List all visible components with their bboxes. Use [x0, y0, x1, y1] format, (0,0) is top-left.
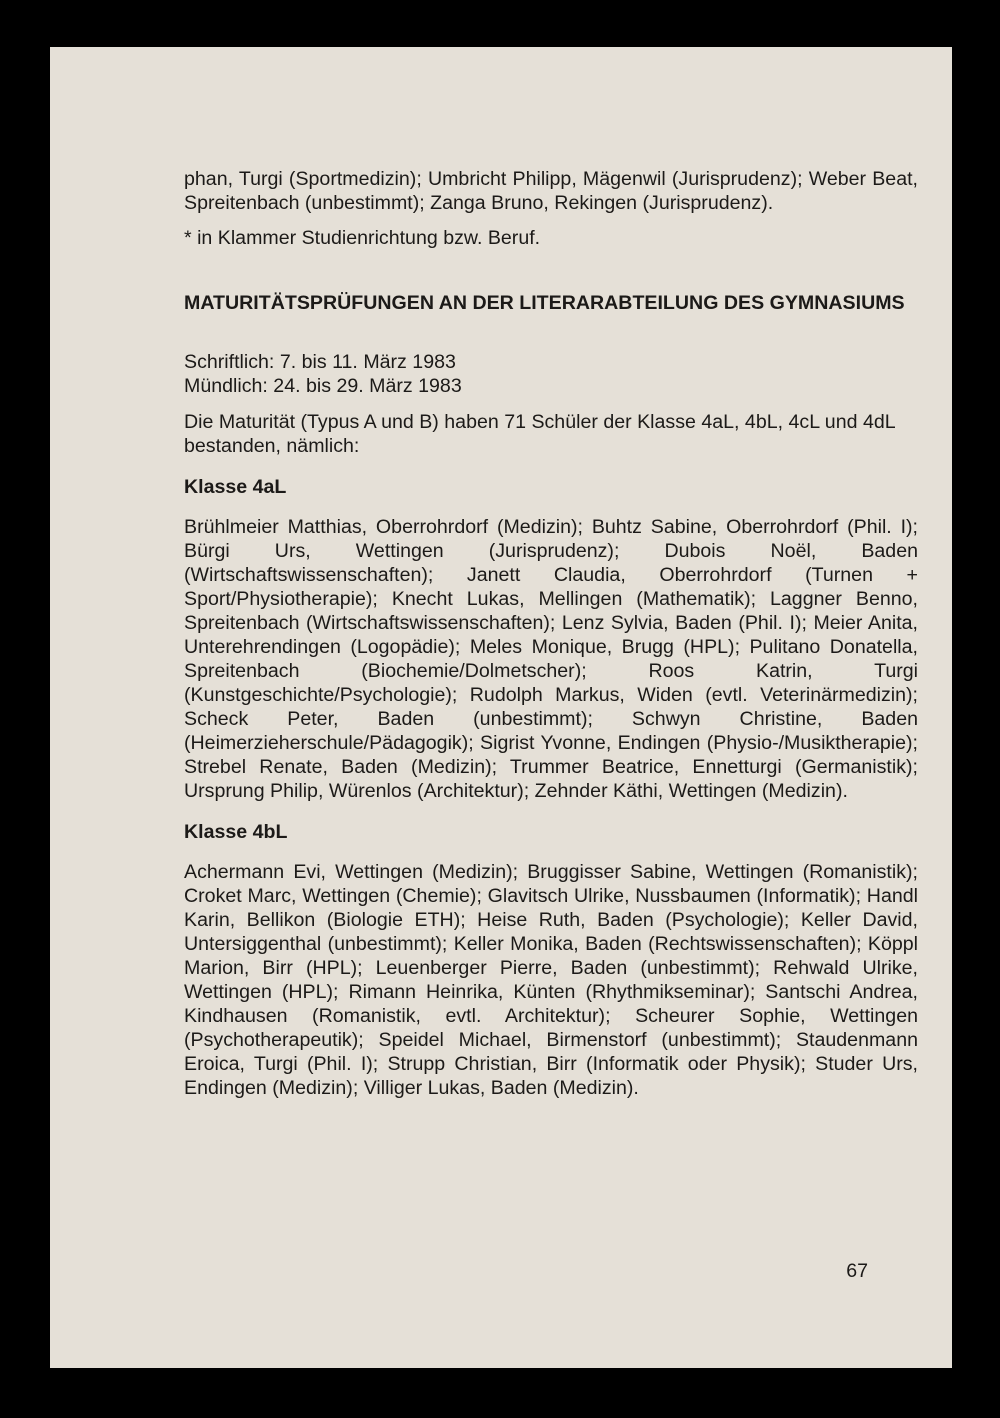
intro-paragraph: phan, Turgi (Sportmedizin); Umbricht Philipp, Mägenwil (Jurisprudenz); Weber Beat, Spreitenbach (unbestimmt); Zanga Bruno, Rekingen (Jurisprudenz). [184, 168, 918, 214]
class-list-4al: Brühlmeier Matthias, Oberrohrdorf (Medizin); Buhtz Sabine, Oberrohrdorf (Phil. I); Bürgi Urs, Wettingen (Jurisprudenz); Dubois Noël, Baden (Wirtschaftswissenschaften); Janett Claudia, Oberrohrdorf (Turnen + Sport/Physiotherapie); Knecht Lukas, Mellingen (Mathematik); Laggner Benno, Spreitenbach (Wirtschaftswissenschaften); Lenz Sylvia, Baden (Phil. I); Meier Anita, Unterehrendingen (Logopädie); Meles Monique, Brugg (HPL); Pulitano Donatella, Spreitenbach (Biochemie/Dolmetscher); Roos Katrin, Turgi (Kunstgeschichte/Psychologie); Rudolph Markus, Widen (evtl. Veterinärmedizin); Scheck Peter, Baden (unbestimmt); Schwyn Christine, Baden (Heimerzieherschule/Pädagogik); Sigrist Yvonne, Endingen (Physio-/Musiktherapie); Strebel Renate, Baden (Medizin); Trummer Beatrice, Ennetturgi (Germanistik); Ursprung Philip, Würenlos (Architektur); Zehnder Käthi, Wettingen (Medizin). [184, 516, 918, 802]
footnote: * in Klammer Studienrichtung bzw. Beruf. [184, 227, 541, 249]
summary-paragraph: Die Maturität (Typus A und B) haben 71 Schüler der Klasse 4aL, 4bL, 4cL und 4dL bestanden, nämlich: [184, 411, 895, 457]
oral-exam-date: Mündlich: 24. bis 29. März 1983 [184, 375, 462, 397]
document-page [50, 47, 952, 1368]
page-number: 67 [846, 1260, 868, 1282]
page-content [184, 167, 918, 1100]
class-list-4bl: Achermann Evi, Wettingen (Medizin); Bruggisser Sabine, Wettingen (Romanistik); Croket Marc, Wettingen (Chemie); Glavitsch Ulrike, Nussbaumen (Informatik); Handl Karin, Bellikon (Biologie ETH); Heise Ruth, Baden (Psychologie); Keller David, Untersiggenthal (unbestimmt); Keller Monika, Baden (Rechtswissenschaften); Köppl Marion, Birr (HPL); Leuenberger Pierre, Baden (unbestimmt); Rehwald Ulrike, Wettingen (HPL); Rimann Heinrika, Künten (Rhythmikseminar); Santschi Andrea, Kindhausen (Romanistik, evtl. Architektur); Scheurer Sophie, Wettingen (Psychotherapeutik); Speidel Michael, Birmenstorf (unbestimmt); Staudenmann Eroica, Turgi (Phil. I); Strupp Christian, Birr (Informatik oder Physik); Studer Urs, Endingen (Medizin); Villiger Lukas, Baden (Medizin). [184, 861, 918, 1099]
written-exam-date: Schriftlich: 7. bis 11. März 1983 [184, 351, 456, 373]
class-heading-4al: Klasse 4aL [184, 476, 287, 498]
section-heading: MATURITÄTSPRÜFUNGEN AN DER LITERARABTEILUNG DES GYMNASIUMS [184, 292, 905, 314]
exam-dates [184, 350, 918, 398]
class-heading-4bl: Klasse 4bL [184, 821, 288, 843]
